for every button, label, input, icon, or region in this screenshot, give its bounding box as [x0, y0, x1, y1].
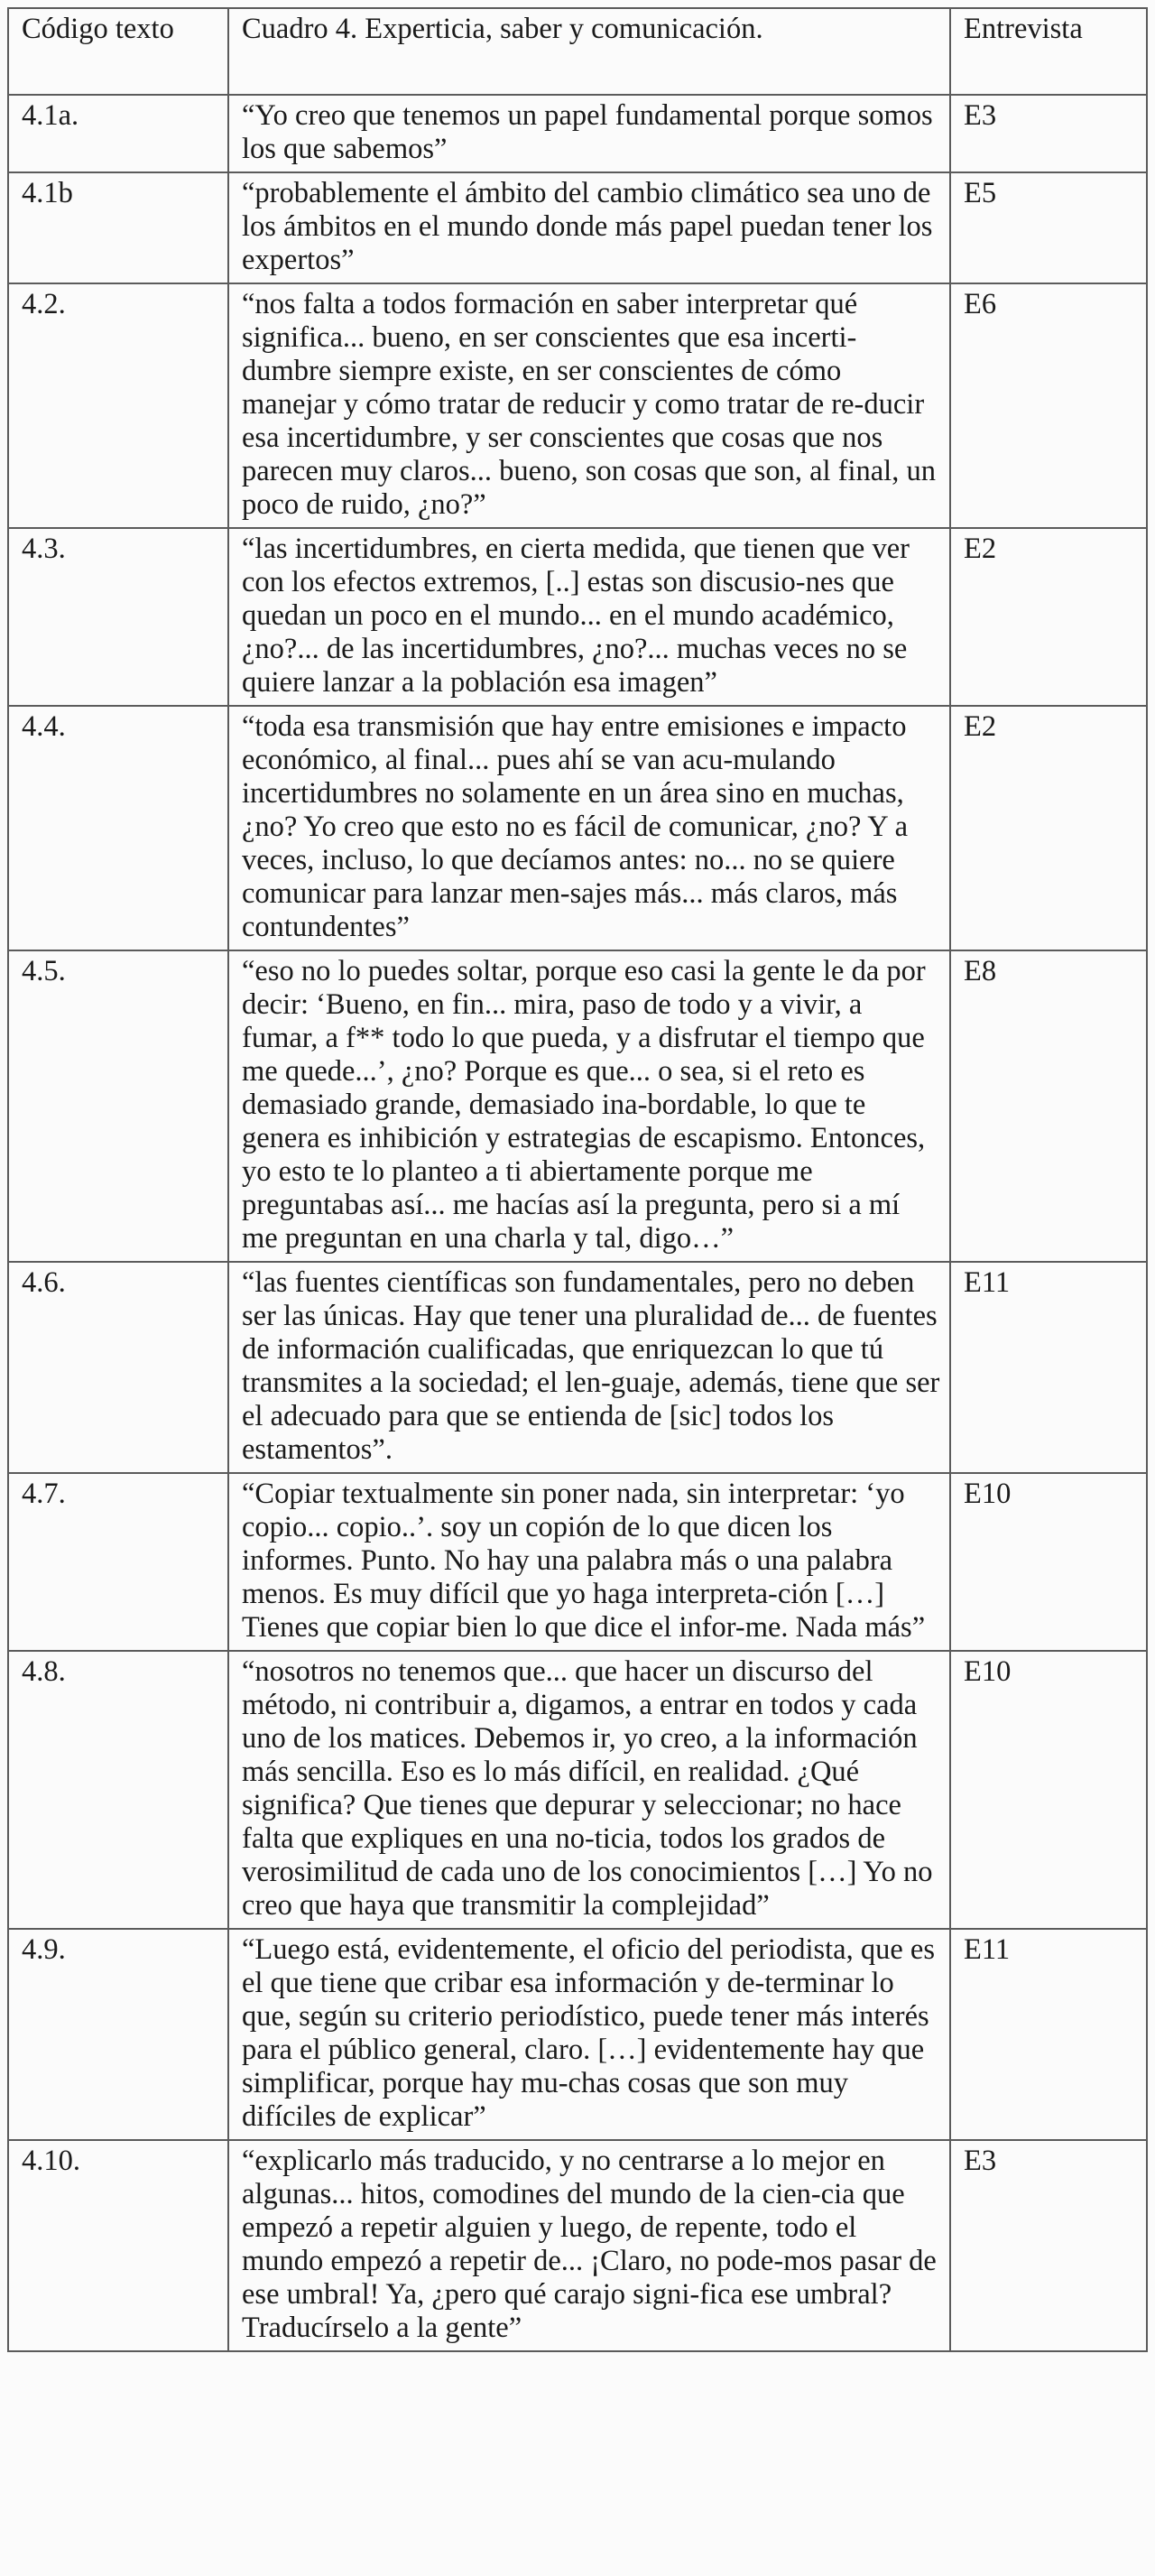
row-code: 4.4.: [8, 706, 228, 950]
row-quote: “explicarlo más traducido, y no centrarse a lo mejor en algunas... hitos, comodines del mundo de la cien-cia que empezó a repetir alguien y luego, de repente, todo el mundo empezó a repetir de... ¡Claro, no pode-mos pasar de ese umbral! Ya, ¿pero qué carajo signi-fica ese umbral? Traducírselo a la gente”: [228, 2140, 950, 2351]
row-quote: “las fuentes científicas son fundamentales, pero no deben ser las únicas. Hay que tener una pluralidad de... de fuentes de información cualificadas, que enriquezcan lo que tú transmites a la sociedad; el len-guaje, además, tiene que ser el adecuado para que se entienda de [sic] todos los estamentos”.: [228, 1262, 950, 1473]
row-quote: “las incertidumbres, en cierta medida, que tienen que ver con los efectos extremos, [..] estas son discusio-nes que quedan un poco en el mundo... en el mundo académico, ¿no?... de las incertidumbres, ¿no?... muchas veces no se quiere lanzar a la población esa imagen”: [228, 528, 950, 706]
row-interview: E10: [950, 1651, 1147, 1929]
table-row: [8, 950, 1147, 1262]
table-row: [8, 1651, 1147, 1929]
quotes-table: [7, 7, 1148, 2352]
row-code: 4.1b: [8, 172, 228, 283]
table-row: [8, 2140, 1147, 2351]
row-quote: “eso no lo puedes soltar, porque eso casi la gente le da por decir: ‘Bueno, en fin... mira, paso de todo y a vivir, a fumar, a f** todo lo que pueda, y a disfrutar el tiempo que me quede...’, ¿no? Porque es que... o sea, si el reto es demasiado grande, demasiado ina-bordable, lo que te genera es inhibición y estrategias de escapismo. Entonces, yo esto te lo planteo a ti abiertamente porque me preguntabas así... me hacías así la pregunta, pero si a mí me preguntan en una charla y tal, digo…”: [228, 950, 950, 1262]
row-interview: E10: [950, 1473, 1147, 1651]
row-code: 4.3.: [8, 528, 228, 706]
row-interview: E3: [950, 95, 1147, 172]
row-interview: E11: [950, 1262, 1147, 1473]
row-quote: “Yo creo que tenemos un papel fundamental porque somos los que sabemos”: [228, 95, 950, 172]
table-row: [8, 1929, 1147, 2140]
table-row: [8, 706, 1147, 950]
table-row: [8, 1473, 1147, 1651]
table-body: [8, 95, 1147, 2351]
row-interview: E3: [950, 2140, 1147, 2351]
row-code: 4.1a.: [8, 95, 228, 172]
row-quote: “Copiar textualmente sin poner nada, sin interpretar: ‘yo copio... copio..’. soy un copión de lo que dicen los informes. Punto. No hay una palabra más o una palabra menos. Es muy difícil que yo haga interpreta-ción […] Tienes que copiar bien lo que dice el infor-me. Nada más”: [228, 1473, 950, 1651]
row-quote: “nosotros no tenemos que... que hacer un discurso del método, ni contribuir a, digamos, a entrar en todos y cada uno de los matices. Debemos ir, yo creo, a la información más sencilla. Eso es lo más difícil, en realidad. ¿Qué significa? Que tienes que depurar y seleccionar; no hace falta que expliques en una no-ticia, todos los grados de verosimilitud de cada uno de los conocimientos […] Yo no creo que haya que transmitir la complejidad”: [228, 1651, 950, 1929]
row-quote: “Luego está, evidentemente, el oficio del periodista, que es el que tiene que cribar esa información y de-terminar lo que, según su criterio periodístico, puede tener más interés para el público general, claro. […] evidentemente hay que simplificar, porque hay mu-chas cosas que son muy difíciles de explicar”: [228, 1929, 950, 2140]
header-code: Código texto: [8, 8, 228, 95]
header-interview: Entrevista: [950, 8, 1147, 95]
header-row: [8, 8, 1147, 95]
row-quote: “toda esa transmisión que hay entre emisiones e impacto económico, al final... pues ahí se van acu-mulando incertidumbres no solamente en un área sino en muchas, ¿no? Yo creo que esto no es fácil de comunicar, ¿no? Y a veces, incluso, lo que decíamos antes: no... no se quiere comunicar para lanzar men-sajes más... más claros, más contundentes”: [228, 706, 950, 950]
table-row: [8, 1262, 1147, 1473]
row-quote: “probablemente el ámbito del cambio climático sea uno de los ámbitos en el mundo donde más papel puedan tener los expertos”: [228, 172, 950, 283]
row-code: 4.9.: [8, 1929, 228, 2140]
row-interview: E6: [950, 283, 1147, 528]
row-interview: E8: [950, 950, 1147, 1262]
row-code: 4.10.: [8, 2140, 228, 2351]
table-header: [8, 8, 1147, 95]
row-code: 4.5.: [8, 950, 228, 1262]
row-code: 4.7.: [8, 1473, 228, 1651]
row-interview: E2: [950, 528, 1147, 706]
table-row: [8, 528, 1147, 706]
row-interview: E5: [950, 172, 1147, 283]
row-code: 4.2.: [8, 283, 228, 528]
table-row: [8, 95, 1147, 172]
row-interview: E2: [950, 706, 1147, 950]
row-quote: “nos falta a todos formación en saber interpretar qué significa... bueno, en ser conscientes que esa incerti-dumbre siempre existe, en ser conscientes de cómo manejar y cómo tratar de reducir y como tratar de re-ducir esa incertidumbre, y ser conscientes que cosas que nos parecen muy claros... bueno, son cosas que son, al final, un poco de ruido, ¿no?”: [228, 283, 950, 528]
table-row: [8, 172, 1147, 283]
row-code: 4.6.: [8, 1262, 228, 1473]
table-row: [8, 283, 1147, 528]
row-interview: E11: [950, 1929, 1147, 2140]
row-code: 4.8.: [8, 1651, 228, 1929]
header-title: Cuadro 4. Experticia, saber y comunicación.: [228, 8, 950, 95]
